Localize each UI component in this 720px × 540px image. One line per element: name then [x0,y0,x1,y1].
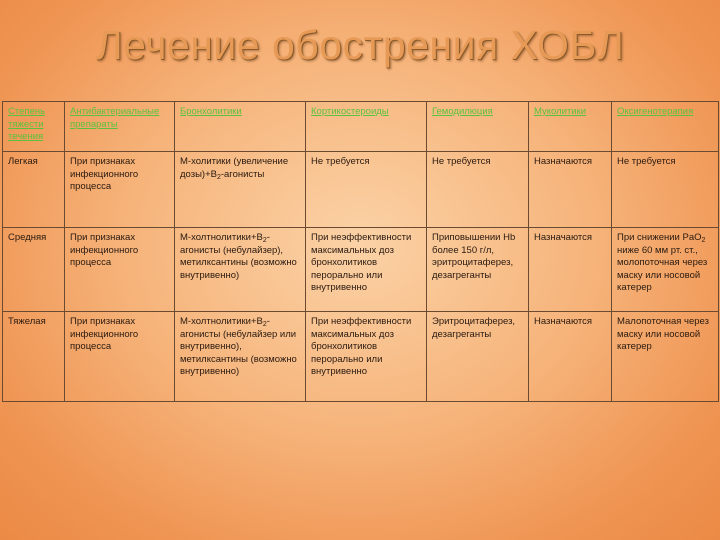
hemodilution-cell: Приповышении Hb более 150 г/л, эритроцитаферез, дезагреганты [427,228,529,312]
oxygen-cell: Малопоточная через маску или носовой катерер [612,312,719,402]
header-link-mucolytics[interactable]: Муколитики [534,106,587,117]
hemodilution-cell: Не требуется [427,152,529,228]
header-cell [612,102,719,152]
mucolytics-cell: Назначаются [529,228,612,312]
severity-cell: Легкая [3,152,65,228]
table-row [3,152,719,228]
bronchodilators-cell: $М-холтнолитики+В_2$-агонисты (небулайзер), метилксантины (возможно внутривенно) [175,228,306,312]
corticosteroids-cell: При неэффективности максимальных доз бронхолитиков перорально или внутривенно [306,228,427,312]
header-link-antibiotics[interactable]: Антибактериальные препараты [70,106,160,130]
bronchodilators-cell: $М-холтнолитики+В_2$-агонисты (небулайзер или внутривенно), метилксантины (возможно внутривенно) [175,312,306,402]
header-cell [529,102,612,152]
hemodilution-cell: Эритроцитаферез, дезагреганты [427,312,529,402]
severity-cell: Средняя [3,228,65,312]
corticosteroids-cell: Не требуется [306,152,427,228]
header-cell [306,102,427,152]
antibiotics-cell: При признаках инфекционного процесса [65,312,175,402]
header-link-bronchodilators[interactable]: Бронхолитики [180,106,242,117]
header-link-hemodilution[interactable]: Гемодилюция [432,106,493,117]
antibiotics-cell: При признаках инфекционного процесса [65,228,175,312]
table-header-row [3,102,719,152]
oxygen-cell: Не требуется [612,152,719,228]
bronchodilators-cell: М-холитики (увеличение $дозы)+В_2$-агонисты [175,152,306,228]
antibiotics-cell: При признаках инфекционного процесса [65,152,175,228]
table-row [3,312,719,402]
corticosteroids-cell: При неэффективности максимальных доз бронхолитиков перорально или внутривенно [306,312,427,402]
header-cell [65,102,175,152]
header-link-oxygen-therapy[interactable]: Оксигенотерапия [617,106,694,117]
header-cell [3,102,65,152]
mucolytics-cell: Назначаются [529,152,612,228]
slide-title: Лечение обострения ХОБЛ [95,22,625,68]
oxygen-cell: При снижении PaO$_2$ ниже 60 мм рт. ст., молопоточная через маску или носовой катерер [612,228,719,312]
header-link-severity[interactable]: Степень тяжести течения [8,106,46,142]
table-row [3,228,719,312]
header-cell [427,102,529,152]
treatment-table [2,101,719,402]
mucolytics-cell: Назначаются [529,312,612,402]
severity-cell: Тяжелая [3,312,65,402]
header-link-corticosteroids[interactable]: Кортикостероиды [311,106,389,117]
header-cell [175,102,306,152]
